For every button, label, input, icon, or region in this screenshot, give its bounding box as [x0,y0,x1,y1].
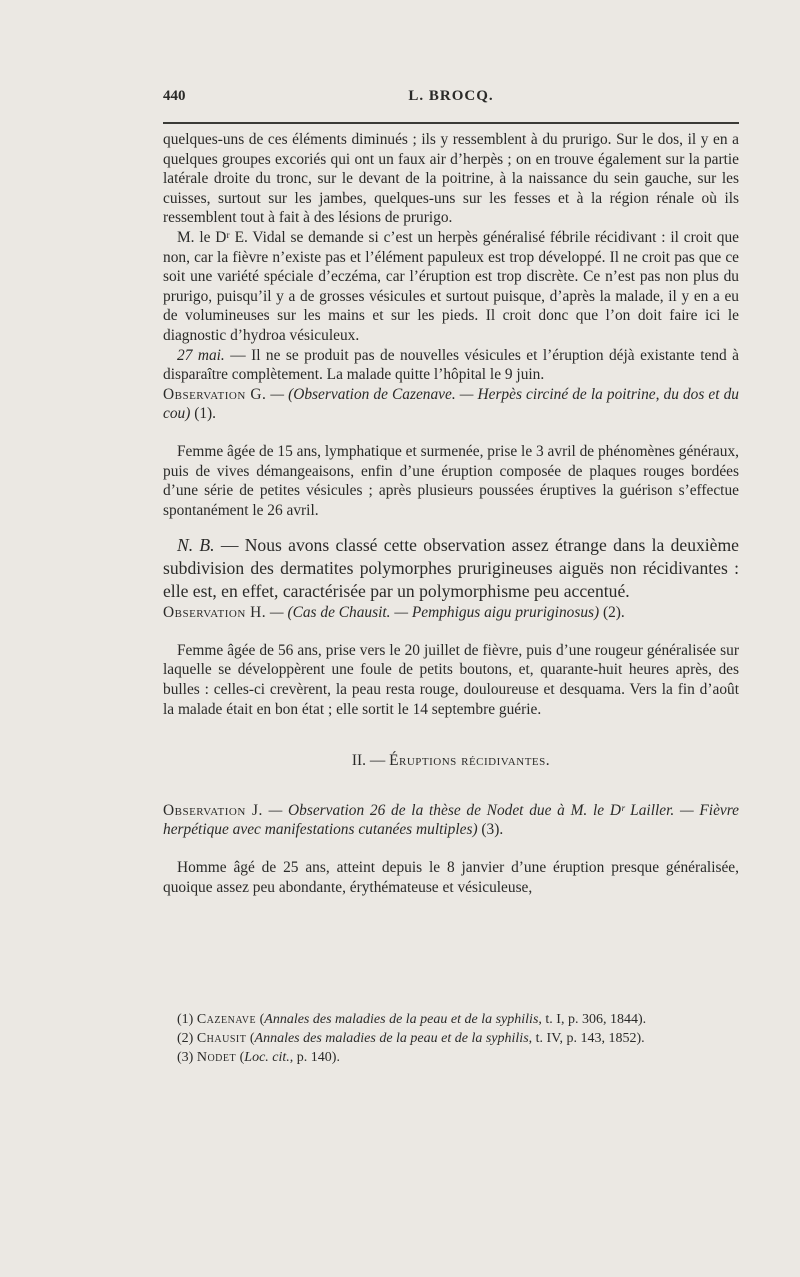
footnote-2-rest: , t. IV, p. 143, 1852). [528,1031,645,1046]
footnote-2: (2) Chausit (Annales des maladies de la peau et de la syphilis, t. IV, p. 143, 1852). [177,1031,645,1046]
footnote-1-rest: , t. I, p. 306, 1844). [538,1012,647,1027]
observation-h-note-ref: (2). [599,604,625,622]
observation-h-heading [163,603,739,623]
body-text [163,130,739,897]
observation-j-text: Homme âgé de 25 ans, atteint depuis le 8 janvier d’une éruption presque généralisée, quoique assez peu abondante, érythémateuse et vésiculeuse, [163,859,739,896]
footnote-2-number: (2) [177,1031,197,1046]
paragraph-vidal: M. le Dʳ E. Vidal se demande si c’est un herpès généralisé fébrile récidivant : il croit que non, car la fièvre n’existe pas et l’élément papuleux est trop développé. Il ne croit pas que ce soit une variété spéciale d’eczéma, car l’éruption est trop discrète. Ce n’est pas non plus du prurigo, puisqu’il y a de grosses vésicules et surtout puisque, d’après la malade, il y en a eu de volumineuses sur les mains et sur les pieds. Il croit donc que l’on doit faire ici le diagnostic d’hydroa vésiculeux. [163,228,739,344]
section-title: Éruptions récidivantes. [389,752,551,770]
nota-bene [163,534,739,603]
observation-g-heading [163,385,739,424]
observation-h-label: Observation H. [163,604,267,622]
paragraph-27-mai [163,346,739,385]
observation-g-text: Femme âgée de 15 ans, lymphatique et surmenée, prise le 3 avril de phénomènes généraux, puis de vives démangeaisons, enfin d’une éruption composée de plaques rouges bordées d’une série de petites vésicules ; après plusieurs poussées éruptives la guérison s’effectue spontanément le 26 avril. [163,442,739,519]
observation-h-text: Femme âgée de 56 ans, prise vers le 20 juillet de fièvre, puis d’une rougeur généralisée sur laquelle se développèrent une foule de petits boutons, et, quarante-huit heures après, des bulles : celles-ci crevèrent, la peau resta rouge, douloureuse et desquama. Vers la fin d’août la malade était en bon état ; elle sortit le 14 septembre guérie. [163,641,739,718]
footnote-2-title: Annales des maladies de la peau et de la syphilis [254,1031,529,1046]
footnote-2-author: Chausit [196,1031,247,1046]
page-header [163,88,739,114]
observation-g-title: — (Observation de Cazenave. — Herpès circiné de la poitrine, du dos et du cou) [163,385,739,423]
observation-j-title: — Observation 26 de la thèse de Nodet due à M. le Dʳ Lailler. — Fièvre herpétique avec manifestations cutanées multiples) [163,801,739,839]
footnote-3-rest: , p. 140). [289,1050,340,1065]
footnote-3: (3) Nodet (Loc. cit., p. 140). [177,1050,340,1065]
observation-h-title: — (Cas de Chausit. — Pemphigus aigu pruriginosus) [266,604,600,622]
section-number: II. — [351,752,390,770]
observation-j-heading [163,801,739,840]
running-title: L. BROCQ. [408,88,494,104]
footnote-1-number: (1) [177,1012,197,1027]
observation-j-label: Observation J. [163,801,263,819]
paragraph-27-mai-text: — Il ne se produit pas de nouvelles vésicules et l’éruption déjà existante tend à disparaître complètement. La malade quitte l’hôpital le 9 juin. [163,346,739,384]
section-heading [163,751,739,771]
footnote-3-author: Nodet [196,1050,237,1065]
footnote-3-title: Loc. cit. [244,1050,290,1065]
footnote-1-title: Annales des maladies de la peau et de la syphilis [264,1012,539,1027]
page-number: 440 [163,88,186,104]
header-rule [163,122,739,124]
footnote-3-number: (3) [177,1050,197,1065]
footnotes [163,1010,739,1067]
date-label: 27 mai. [177,346,225,364]
paragraph-continuation: quelques-uns de ces éléments diminués ; ils y ressemblent à du prurigo. Sur le dos, il y en a quelques groupes excoriés qui ont un faux air d’herpès ; on en trouve également sur la partie latérale droite du tronc, sur le devant de la poitrine, à la naissance du sein gauche, sur les cuisses, surtout sur les jambes, quelques-uns sur les fesses et à la région rénale où ils ressemblent tout à fait à des lésions de prurigo. [163,131,739,227]
footnote-1: (1) Cazenave (Annales des maladies de la peau et de la syphilis, t. I, p. 306, 1844). [177,1012,647,1027]
nota-bene-label: N. B. [177,535,215,556]
observation-g-label: Observation G. [163,385,267,403]
footnote-1-author: Cazenave [196,1012,257,1027]
observation-g-note-ref: (1). [190,405,217,423]
nota-bene-text: — Nous avons classé cette observation assez étrange dans la deuxième subdivision des dermatites polymorphes prurigineuses aiguës non récidivantes : elle est, en effet, caractérisée par un polymorphisme peu accentué. [163,535,739,602]
observation-j-note-ref: (3). [477,821,504,839]
